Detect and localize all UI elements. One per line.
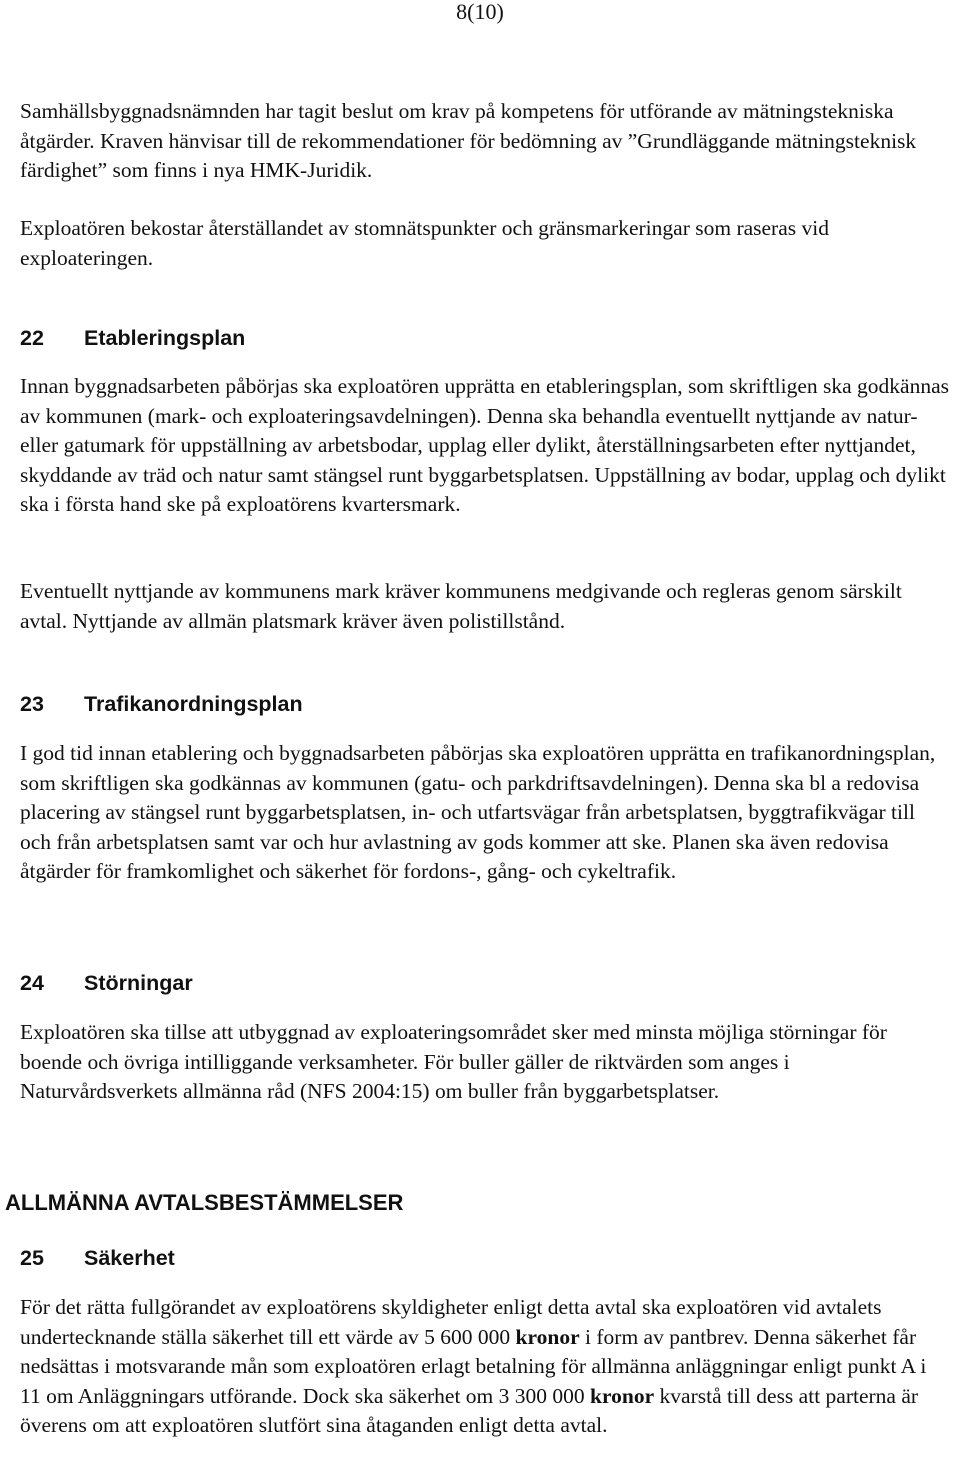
section-24-heading [20,970,193,996]
section-22-number: 22 [20,326,44,350]
section-25-number: 25 [20,1246,44,1270]
section-25-text-3: kvarstå till dess att parterna är överens om att exploatören slutfört sina åtaganden enligt detta avtal. [20,1383,919,1437]
section-24-title: Störningar [84,971,193,995]
section-23-paragraph: I god tid innan etablering och byggnadsarbeten påbörjas ska exploatören upprätta en trafikanordningsplan, som skriftligen ska godkännas av kommunen (gatu- och parkdriftsavdelningen). Denna ska bl a redovisa placering av stängsel runt byggarbetsplatsen, in- och utfartsvägar från arbetsplatsen, byggtrafikvägar till och från arbetsplatsen samt var och hur avlastning av gods kommer att ske. Planen ska även redovisa åtgärder för framkomlighet och säkerhet för fordons-, gång- och cykeltrafik. [20,741,936,883]
section-22-paragraph-1: Innan byggnadsarbeten påbörjas ska exploatören upprätta en etableringsplan, som skriftligen ska godkännas av kommunen (mark- och exploateringsavdelningen). Denna ska behandla eventuellt nyttjande av natur- eller gatumark för uppställning av arbetsbodar, upplag eller dylikt, återställningsarbeten efter nyttjandet, skyddande av träd och natur samt stängsel runt byggarbetsplatsen. Uppställning av bodar, upplag och dylikt ska i första hand ske på exploatörens kvartersmark. [20,374,950,516]
section-25-text-1: För det rätta fullgörandet av exploatörens skyldigheter enligt detta avtal ska exploatören vid avtalets undertecknande ställa säkerhet till ett värde av 5 600 000 [20,1295,882,1349]
section-23-number: 23 [20,692,44,716]
section-24-paragraph: Exploatören ska tillse att utbyggnad av exploateringsområdet sker med minsta möjliga störningar för boende och övriga intilliggande verksamheter. För buller gäller de riktvärden som anges i Naturvårdsverkets allmänna råd (NFS 2004:15) om buller från byggarbetsplatser. [20,1020,887,1103]
section-22-heading [20,325,245,351]
section-23-title: Trafikanordningsplan [84,692,303,716]
section-22-paragraph-2: Eventuellt nyttjande av kommunens mark kräver kommunens medgivande och regleras genom särskilt avtal. Nyttjande av allmän platsmark kräver även polistillstånd. [20,579,902,633]
section-25-text-2: i form av pantbrev. Denna säkerhet får nedsättas i motsvarande mån som exploatören erlagt betalning för allmänna anläggningar enligt punkt A i 11 om Anläggningars utförande. Dock ska säkerhet om 3 300 000 [20,1324,927,1408]
intro-paragraph-restoration: Exploatören bekostar återställandet av stomnätspunkter och gränsmarkeringar som raseras vid exploateringen. [20,216,829,270]
section-23-heading [20,691,303,717]
section-22-title: Etableringsplan [84,326,246,350]
section-25-title: Säkerhet [84,1246,175,1270]
section-25-paragraph [20,1293,950,1441]
section-25-heading [20,1245,175,1271]
general-provisions-title: ALLMÄNNA AVTALSBESTÄMMELSER [5,1190,404,1215]
page-number: 8(10) [456,0,504,24]
section-24-number: 24 [20,971,44,995]
section-25-kronor-1: kronor [515,1324,580,1349]
section-25-kronor-2: kronor [590,1383,655,1408]
intro-paragraph-competence: Samhällsbyggnadsnämnden har tagit beslut om krav på kompetens för utförande av mätningstekniska åtgärder. Kraven hänvisar till de rekommendationer för bedömning av ”Grundläggande mätningsteknisk färdighet” som finns i nya HMK-Juridik. [20,99,917,182]
